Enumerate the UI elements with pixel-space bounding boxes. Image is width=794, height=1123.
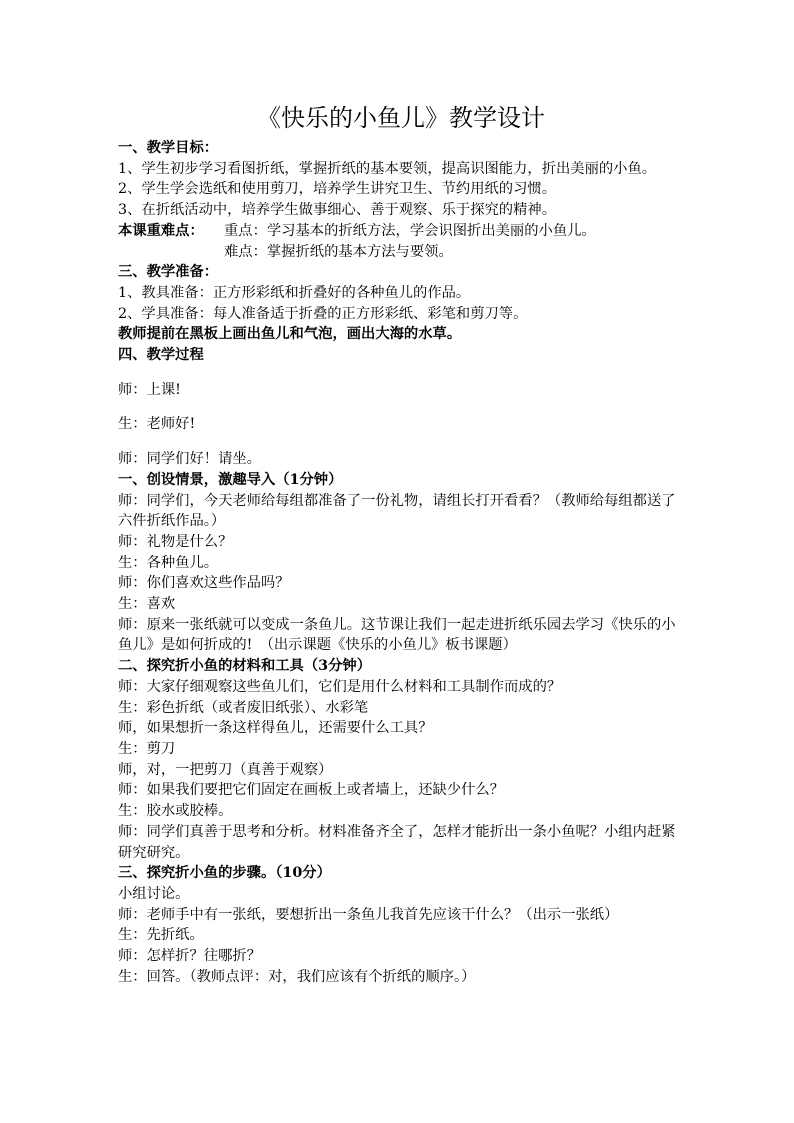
part-3-heading: 三、探究折小鱼的步骤。（10分）	[118, 865, 331, 882]
part-2-heading: 二、探究折小鱼的材料和工具（3分钟）	[118, 658, 371, 675]
part-3-line: 师：怎样折？往哪折？	[118, 948, 261, 965]
part-1-line: 师：礼物是什么？	[118, 533, 233, 550]
keypoints-row	[118, 221, 684, 242]
part-3-line: 生：先折纸。	[118, 927, 204, 944]
preparation-item-2: 2、学具准备：每人准备适于折叠的正方形彩纸、彩笔和剪刀等。	[118, 305, 528, 322]
dialogue-greet-1: 师：上课!	[118, 381, 181, 398]
part-1-line: 师：你们喜欢这些作品吗？	[118, 575, 290, 592]
section-process-heading: 四、教学过程	[118, 347, 204, 364]
part-2-line: 生：胶水或胶棒。	[118, 803, 233, 820]
section-preparation-heading: 三、教学准备：	[118, 264, 219, 281]
part-1-heading: 一、创设情景，激趣导入（1分钟）	[118, 471, 343, 488]
part-3-line: 小组讨论。	[118, 885, 190, 902]
keypoints-difficulty: 难点：掌握折纸的基本方法与要领。	[224, 243, 453, 260]
dialogue-greet-2: 生：老师好!	[118, 416, 196, 433]
part-3-line: 生：回答。（教师点评：对，我们应该有个折纸的顺序。）	[118, 968, 476, 985]
section-objectives-heading: 一、教学目标：	[118, 140, 219, 156]
objective-item-3: 3、在折纸活动中，培养学生做事细心、善于观察、乐于探究的精神。	[118, 202, 556, 219]
preparation-item-1: 1、教具准备：正方形彩纸和折叠好的各种鱼儿的作品。	[118, 284, 471, 301]
document-title: 《快乐的小鱼儿》教学设计	[257, 104, 545, 132]
part-3-line: 师：老师手中有一张纸，要想折出一条鱼儿我首先应该干什么？（出示一张纸）	[118, 906, 619, 923]
dialogue-greet-3: 师：同学们好！请坐。	[118, 451, 261, 468]
part-1-line: 师：原来一张纸就可以变成一条鱼儿。这节课让我们一起走进折纸乐园去学习《快乐的小鱼儿》是如何折成的! （出示课题《快乐的小鱼儿》板书课题）	[118, 616, 676, 654]
part-2-line: 师，如果想折一条这样得鱼儿，还需要什么工具？	[118, 720, 433, 737]
part-1-line: 师：同学们，今天老师给每组都准备了一份礼物，请组长打开看看？（教师给每组都送了六件折纸作品。）	[118, 492, 676, 530]
part-2-line: 师：大家仔细观察这些鱼儿们，它们是用什么材料和工具制作而成的？	[118, 678, 562, 695]
objective-item-1: 1、学生初步学习看图折纸，掌握折纸的基本要领，提高识图能力，折出美丽的小鱼。	[118, 160, 657, 177]
keypoints-label: 本课重难点：	[118, 222, 204, 239]
document-page	[118, 100, 684, 987]
part-2-line: 师，对，一把剪刀（真善于观察）	[118, 761, 333, 778]
objective-item-2: 2、学生学会选纸和使用剪刀，培养学生讲究卫生、节约用纸的习惯。	[118, 181, 556, 198]
part-2-line: 生：剪刀	[118, 740, 176, 757]
part-2-line: 生：彩色折纸（或者废旧纸张）、水彩笔	[118, 699, 369, 716]
part-1-line: 生：各种鱼儿。	[118, 554, 219, 571]
part-2-line: 师：同学们真善于思考和分析。材料准备齐全了，怎样才能折出一条小鱼呢？小组内赶紧研究研究。	[118, 823, 676, 861]
keypoints-focus: 重点：学习基本的折纸方法，学会识图折出美丽的小鱼儿。	[224, 222, 596, 239]
part-2-line: 师：如果我们要把它们固定在画板上或者墙上，还缺少什么？	[118, 782, 505, 799]
part-1-line: 生：喜欢	[118, 596, 176, 613]
preparation-note: 教师提前在黑板上画出鱼儿和气泡，画出大海的水草。	[118, 326, 462, 343]
